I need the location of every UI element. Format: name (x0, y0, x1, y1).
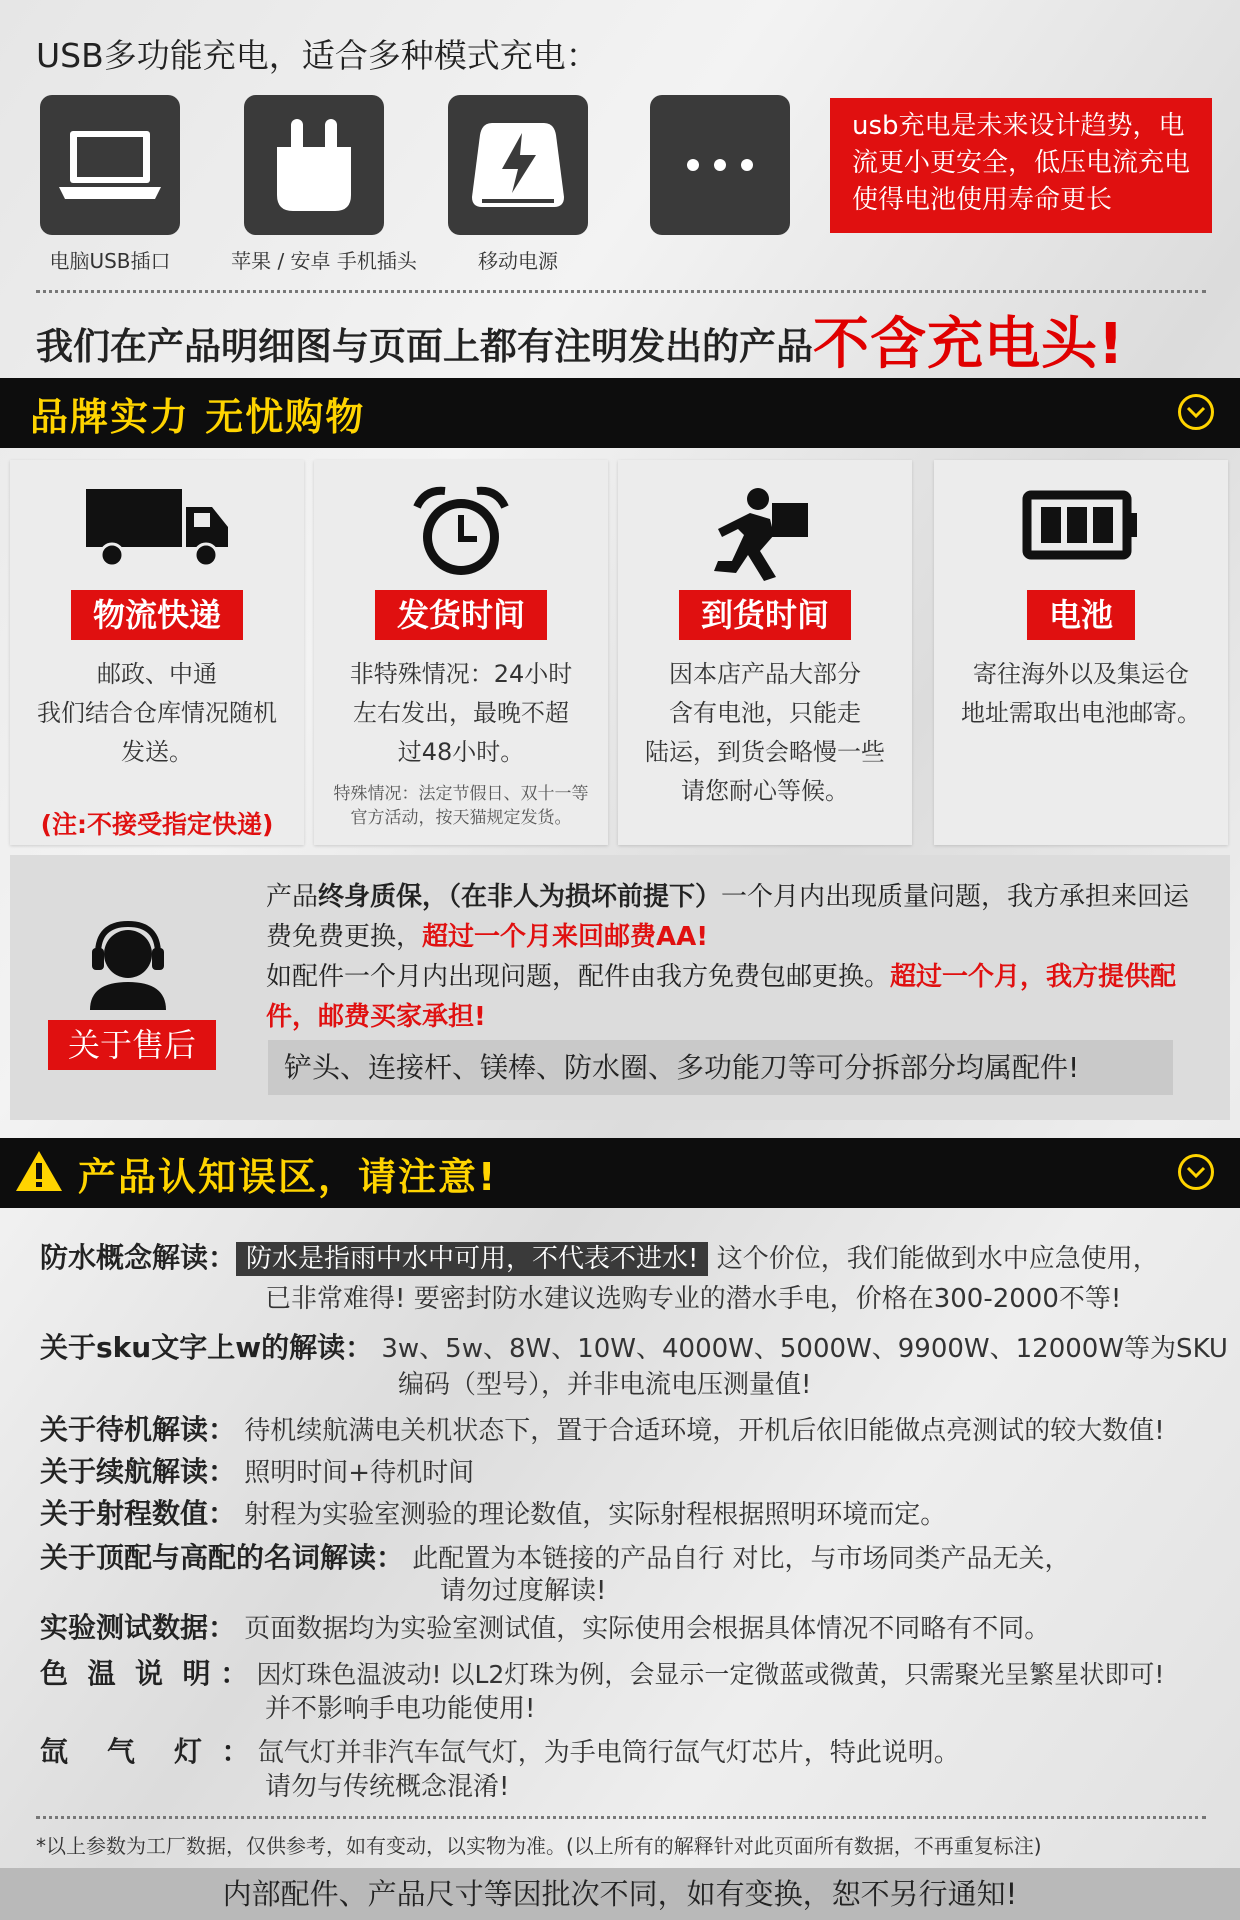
no-charger-notice (36, 300, 1125, 380)
laptop-caption: 电脑USB插口 (49, 249, 171, 273)
alarm-clock-icon (314, 485, 608, 580)
after-sales-label: 关于售后 (48, 1020, 216, 1070)
faq-row-waterproof (40, 1236, 1159, 1276)
card-text: 邮政、中通 我们结合仓库情况随机 发送。 (37, 660, 277, 766)
faq-row-xenon (40, 1730, 960, 1770)
faq-row-lab-data (40, 1606, 1050, 1646)
faq-key: 实验测试数据： (40, 1611, 237, 1644)
usb-red-note: usb充电是未来设计趋势，电流更小更安全，低压电流充电使得电池使用寿命更长 (830, 98, 1212, 233)
after-p1b: 终身质保，（在非人为损坏前提下） (318, 882, 722, 912)
faq-row-endurance (40, 1450, 474, 1490)
delivery-man-icon (618, 485, 912, 595)
battery-icon (934, 485, 1228, 565)
faq-line2: 并不影响手电功能使用! (265, 1694, 536, 1724)
after-p1a: 产品 (266, 882, 319, 912)
truck-icon (10, 485, 304, 570)
brand-banner (0, 378, 1240, 448)
faq-row-range (40, 1492, 946, 1532)
faq-line2: 已非常难得! 要密封防水建议选购专业的潜水手电，价格在300-2000不等! (265, 1284, 1122, 1314)
faq-key: 关于待机解读： (40, 1413, 237, 1446)
faq-row-standby (40, 1408, 1165, 1448)
faq-line1: 此配置为本链接的产品自行 对比，与市场同类产品无关， (412, 1544, 1071, 1574)
card-label: 发货时间 (375, 590, 547, 640)
after-p1d: 超过一个月来回邮费AA! (422, 922, 709, 952)
headset-person-icon (80, 920, 176, 1014)
faq-row-sku (40, 1326, 1228, 1366)
faq-key: 氙 气 灯 ： (40, 1735, 250, 1768)
faq-row-color-temp (40, 1652, 1164, 1692)
more-icon (650, 95, 790, 235)
chevron-down-icon (1178, 394, 1214, 430)
laptop-icon (40, 95, 180, 235)
card-warning: (注:不接受指定快递) (40, 810, 274, 839)
after-sales-text (266, 877, 1206, 1037)
faq-key: 关于续航解读： (40, 1455, 237, 1488)
misconception-banner (0, 1138, 1240, 1208)
card-logistics (10, 460, 304, 845)
faq-key: 防水概念解读： (40, 1241, 237, 1274)
divider (36, 290, 1206, 293)
footer-bar: 内部配件、产品尺寸等因批次不同，如有变换，恕不另行通知! (0, 1868, 1240, 1920)
warning-icon (14, 1149, 64, 1197)
power-bank-icon-box (448, 95, 588, 235)
charging-title: USB多功能充电，适合多种模式充电： (36, 36, 599, 75)
divider (36, 1816, 1206, 1819)
card-label: 电池 (1027, 590, 1135, 640)
chevron-down-icon (1178, 1154, 1214, 1190)
card-text: 因本店产品大部分 含有电池，只能走 陆运，到货会略慢一些 请您耐心等候。 (645, 660, 885, 805)
faq-key: 色 温 说 明 ： (40, 1657, 249, 1690)
faq-line1: 氙气灯并非汽车氙气灯，为手电筒行氙气灯芯片，特此说明。 (257, 1738, 960, 1768)
faq-tag: 防水是指雨中水中可用，不代表不进水! (236, 1242, 708, 1276)
faq-line2: 请勿过度解读! (440, 1576, 607, 1606)
faq-line1: 因灯珠色温波动! 以L2灯珠为例，会显示一定微蓝或微黄，只需聚光呈繁星状即可! (256, 1660, 1165, 1689)
faq-key: 关于顶配与高配的名词解读： (40, 1541, 405, 1574)
power-bank-caption: 移动电源 (478, 249, 558, 273)
power-bank-icon (448, 95, 588, 235)
card-battery (934, 460, 1228, 845)
card-text: 寄往海外以及集运仓 地址需取出电池邮寄。 (961, 660, 1201, 727)
after-p2a: 如配件一个月内出现问题，配件由我方免费包邮更换。 (266, 962, 891, 992)
faq-line1: 页面数据均为实验室测试值，实际使用会根据具体情况不同略有不同。 (244, 1614, 1051, 1644)
footer-note: *以上参数为工厂数据，仅供参考，如有变动，以实物为准。(以上所有的解释针对此页面所有数据，不再重复标注) (36, 1834, 1042, 1858)
notice-highlight: 不含充电头! (813, 312, 1125, 377)
faq-line1: 待机续航满电关机状态下，置于合适环境，开机后依旧能做点亮测试的较大数值! (244, 1416, 1165, 1446)
faq-key: 关于sku文字上w的解读： (40, 1331, 374, 1364)
plug-icon-box (244, 95, 384, 235)
laptop-icon-box (40, 95, 180, 235)
more-icon-box (650, 95, 790, 235)
faq-line1: 照明时间+待机时间 (244, 1458, 475, 1488)
faq-line1: 这个价位，我们能做到水中应急使用， (716, 1244, 1159, 1274)
plug-icon (244, 95, 384, 235)
notice-text: 我们在产品明细图与页面上都有注明发出的产品 (36, 325, 813, 368)
accessory-note-box: 铲头、连接杆、镁棒、防水圈、多功能刀等可分拆部分均属配件! (268, 1040, 1173, 1095)
faq-line1: 3w、5w、8W、10W、4000W、5000W、9900W、12000W等为SKU (381, 1334, 1228, 1364)
after-p1c: 一个月内出现质量问题，我方承担来回运费免费更换， (266, 882, 1190, 952)
faq-key: 关于射程数值： (40, 1497, 237, 1530)
card-small-note: 特殊情况：法定节假日、双十一等 官方活动，按天猫规定发货。 (333, 784, 589, 828)
plug-caption: 苹果 / 安卓 手机插头 (231, 249, 417, 273)
card-shipping-time (314, 460, 608, 845)
brand-banner-title: 品牌实力 无忧购物 (30, 394, 366, 439)
after-p2b: 超过一个月，我方提供配件，邮费买家承担! (266, 962, 1177, 1032)
faq-line2: 编码（型号），并非电流电压测量值! (398, 1370, 812, 1400)
faq-line2: 请勿与传统概念混淆! (265, 1772, 510, 1802)
card-label: 物流快递 (71, 590, 243, 640)
faq-line1: 射程为实验室测验的理论数值，实际射程根据照明环境而定。 (244, 1500, 947, 1530)
misconception-banner-title: 产品认知误区，请注意! (78, 1154, 498, 1199)
card-text: 非特殊情况：24小时 左右发出，最晚不超 过48小时。 (349, 660, 573, 766)
card-arrival-time (618, 460, 912, 845)
card-label: 到货时间 (679, 590, 851, 640)
